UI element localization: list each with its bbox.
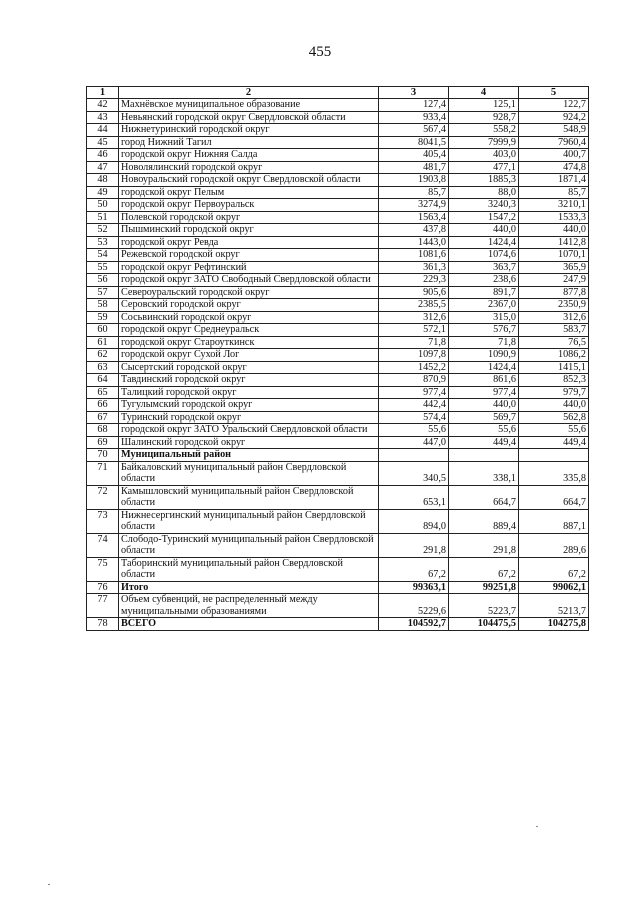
- table-row: [87, 374, 589, 387]
- row-value-col4: 1547,2: [449, 211, 519, 224]
- row-name: городской округ ЗАТО Уральский Свердловской области: [119, 424, 379, 437]
- row-number: 70: [87, 449, 119, 462]
- row-name: Новоуральский городской округ Свердловской области: [119, 174, 379, 187]
- row-name: Пышминский городской округ: [119, 224, 379, 237]
- column-header: 3: [379, 87, 449, 99]
- row-value-col4: 928,7: [449, 111, 519, 124]
- row-value-col3: [379, 449, 449, 462]
- table-row: [87, 411, 589, 424]
- row-value-col3: 481,7: [379, 161, 449, 174]
- row-value-col5: 312,6: [519, 311, 589, 324]
- row-name: Объем субвенций, не распределенный между муниципальными образованиями: [119, 594, 379, 618]
- row-value-col3: 99363,1: [379, 581, 449, 594]
- row-name: Талицкий городской округ: [119, 386, 379, 399]
- row-value-col5: 877,8: [519, 286, 589, 299]
- row-value-col5: 583,7: [519, 324, 589, 337]
- row-name: Нижнетуринский городской округ: [119, 124, 379, 137]
- row-number: 58: [87, 299, 119, 312]
- row-value-col4: 558,2: [449, 124, 519, 137]
- row-value-col3: 127,4: [379, 99, 449, 112]
- row-number: 75: [87, 557, 119, 581]
- row-value-col3: 1443,0: [379, 236, 449, 249]
- table-row: [87, 311, 589, 324]
- row-value-col4: 3240,3: [449, 199, 519, 212]
- row-value-col4: 1090,9: [449, 349, 519, 362]
- table-row: [87, 99, 589, 112]
- row-number: 48: [87, 174, 119, 187]
- row-value-col5: 664,7: [519, 485, 589, 509]
- row-value-col4: 1424,4: [449, 361, 519, 374]
- row-value-col3: 67,2: [379, 557, 449, 581]
- row-value-col5: 887,1: [519, 509, 589, 533]
- row-value-col4: 55,6: [449, 424, 519, 437]
- table-row: [87, 136, 589, 149]
- row-value-col3: 905,6: [379, 286, 449, 299]
- row-name: городской округ Первоуральск: [119, 199, 379, 212]
- table-row: [87, 286, 589, 299]
- row-value-col4: 403,0: [449, 149, 519, 162]
- row-value-col4: 664,7: [449, 485, 519, 509]
- row-value-col3: 447,0: [379, 436, 449, 449]
- row-value-col3: 229,3: [379, 274, 449, 287]
- row-value-col3: 870,9: [379, 374, 449, 387]
- row-number: 49: [87, 186, 119, 199]
- row-value-col5: 1070,1: [519, 249, 589, 262]
- row-name: Новолялинский городской округ: [119, 161, 379, 174]
- row-value-col4: 576,7: [449, 324, 519, 337]
- row-number: 51: [87, 211, 119, 224]
- row-value-col4: 71,8: [449, 336, 519, 349]
- row-value-col4: 338,1: [449, 461, 519, 485]
- row-number: 59: [87, 311, 119, 324]
- row-value-col4: 88,0: [449, 186, 519, 199]
- column-header: 5: [519, 87, 589, 99]
- row-value-col4: 67,2: [449, 557, 519, 581]
- row-name: городской округ Нижняя Салда: [119, 149, 379, 162]
- row-number: 69: [87, 436, 119, 449]
- row-value-col3: 55,6: [379, 424, 449, 437]
- row-name: Полевской городской округ: [119, 211, 379, 224]
- row-value-col4: 1885,3: [449, 174, 519, 187]
- table-row: [87, 236, 589, 249]
- row-name: городской округ Рефтинский: [119, 261, 379, 274]
- row-value-col4: 569,7: [449, 411, 519, 424]
- row-value-col5: [519, 449, 589, 462]
- row-number: 54: [87, 249, 119, 262]
- table-row: [87, 461, 589, 485]
- row-value-col4: 449,4: [449, 436, 519, 449]
- table-row: [87, 149, 589, 162]
- row-name: Шалинский городской округ: [119, 436, 379, 449]
- table-row: [87, 174, 589, 187]
- table-row: [87, 618, 589, 631]
- row-value-col3: 977,4: [379, 386, 449, 399]
- row-number: 55: [87, 261, 119, 274]
- row-value-col4: 889,4: [449, 509, 519, 533]
- row-value-col4: 861,6: [449, 374, 519, 387]
- row-value-col4: 5223,7: [449, 594, 519, 618]
- row-name: Режевской городской округ: [119, 249, 379, 262]
- row-number: 62: [87, 349, 119, 362]
- row-number: 61: [87, 336, 119, 349]
- row-number: 47: [87, 161, 119, 174]
- row-value-col4: 977,4: [449, 386, 519, 399]
- column-header: 4: [449, 87, 519, 99]
- row-value-col5: 400,7: [519, 149, 589, 162]
- row-value-col5: 5213,7: [519, 594, 589, 618]
- row-number: 71: [87, 461, 119, 485]
- table-row: [87, 399, 589, 412]
- row-value-col4: 1424,4: [449, 236, 519, 249]
- row-value-col5: 440,0: [519, 399, 589, 412]
- row-name: Сосьвинский городской округ: [119, 311, 379, 324]
- row-value-col5: 247,9: [519, 274, 589, 287]
- scan-speck: [536, 826, 538, 827]
- row-value-col5: 99062,1: [519, 581, 589, 594]
- row-name: Североуральский городской округ: [119, 286, 379, 299]
- row-number: 42: [87, 99, 119, 112]
- row-name: городской округ Среднеуральск: [119, 324, 379, 337]
- row-value-col4: 440,0: [449, 399, 519, 412]
- table-row: [87, 161, 589, 174]
- row-value-col5: 1533,3: [519, 211, 589, 224]
- row-value-col5: 1415,1: [519, 361, 589, 374]
- row-value-col4: 238,6: [449, 274, 519, 287]
- row-value-col3: 653,1: [379, 485, 449, 509]
- row-number: 76: [87, 581, 119, 594]
- row-value-col3: 1903,8: [379, 174, 449, 187]
- row-value-col5: 548,9: [519, 124, 589, 137]
- row-number: 46: [87, 149, 119, 162]
- table-row: [87, 349, 589, 362]
- table-row: [87, 336, 589, 349]
- row-value-col4: 104475,5: [449, 618, 519, 631]
- table-row: [87, 299, 589, 312]
- table-row: [87, 274, 589, 287]
- table-row: [87, 449, 589, 462]
- row-name: городской округ Ревда: [119, 236, 379, 249]
- row-name: Нижнесергинский муниципальный район Свердловской области: [119, 509, 379, 533]
- row-name: Тавдинский городской округ: [119, 374, 379, 387]
- row-number: 63: [87, 361, 119, 374]
- row-name: Таборинский муниципальный район Свердловской области: [119, 557, 379, 581]
- table-row: [87, 124, 589, 137]
- row-value-col5: 979,7: [519, 386, 589, 399]
- row-name: Итого: [119, 581, 379, 594]
- row-value-col4: 363,7: [449, 261, 519, 274]
- table-row: [87, 324, 589, 337]
- row-name: городской округ Пелым: [119, 186, 379, 199]
- row-value-col3: 1097,8: [379, 349, 449, 362]
- row-number: 72: [87, 485, 119, 509]
- row-name: ВСЕГО: [119, 618, 379, 631]
- row-value-col5: 85,7: [519, 186, 589, 199]
- row-value-col5: 924,2: [519, 111, 589, 124]
- row-value-col3: 405,4: [379, 149, 449, 162]
- table-row: [87, 199, 589, 212]
- row-name: городской округ Сухой Лог: [119, 349, 379, 362]
- row-number: 53: [87, 236, 119, 249]
- row-value-col3: 361,3: [379, 261, 449, 274]
- row-name: городской округ ЗАТО Свободный Свердловской области: [119, 274, 379, 287]
- row-value-col3: 312,6: [379, 311, 449, 324]
- row-name: Туринский городской округ: [119, 411, 379, 424]
- row-number: 44: [87, 124, 119, 137]
- row-value-col5: 7960,4: [519, 136, 589, 149]
- table-header-row: [87, 87, 589, 99]
- row-name: Серовский городской округ: [119, 299, 379, 312]
- column-header: 2: [119, 87, 379, 99]
- row-value-col5: 562,8: [519, 411, 589, 424]
- row-value-col5: 1086,2: [519, 349, 589, 362]
- row-value-col3: 1563,4: [379, 211, 449, 224]
- row-value-col3: 894,0: [379, 509, 449, 533]
- row-value-col4: 291,8: [449, 533, 519, 557]
- row-value-col5: 104275,8: [519, 618, 589, 631]
- row-number: 60: [87, 324, 119, 337]
- row-value-col3: 104592,7: [379, 618, 449, 631]
- row-value-col5: 55,6: [519, 424, 589, 437]
- column-header: 1: [87, 87, 119, 99]
- row-value-col3: 574,4: [379, 411, 449, 424]
- row-value-col4: 2367,0: [449, 299, 519, 312]
- row-name: город Нижний Тагил: [119, 136, 379, 149]
- row-number: 77: [87, 594, 119, 618]
- table-row: [87, 186, 589, 199]
- table-row: [87, 557, 589, 581]
- row-value-col5: 67,2: [519, 557, 589, 581]
- row-value-col3: 5229,6: [379, 594, 449, 618]
- row-value-col4: [449, 449, 519, 462]
- row-value-col3: 1452,2: [379, 361, 449, 374]
- row-value-col5: 122,7: [519, 99, 589, 112]
- row-number: 45: [87, 136, 119, 149]
- table-row: [87, 261, 589, 274]
- row-number: 65: [87, 386, 119, 399]
- row-name: Камышловский муниципальный район Свердловской области: [119, 485, 379, 509]
- row-number: 78: [87, 618, 119, 631]
- row-number: 68: [87, 424, 119, 437]
- row-value-col3: 567,4: [379, 124, 449, 137]
- row-value-col5: 365,9: [519, 261, 589, 274]
- row-value-col4: 477,1: [449, 161, 519, 174]
- row-name: городской округ Староуткинск: [119, 336, 379, 349]
- row-value-col5: 3210,1: [519, 199, 589, 212]
- row-number: 74: [87, 533, 119, 557]
- row-value-col3: 933,4: [379, 111, 449, 124]
- table-row: [87, 485, 589, 509]
- row-name: Тугулымский городской округ: [119, 399, 379, 412]
- row-number: 66: [87, 399, 119, 412]
- row-value-col3: 2385,5: [379, 299, 449, 312]
- row-value-col4: 1074,6: [449, 249, 519, 262]
- row-value-col3: 442,4: [379, 399, 449, 412]
- row-number: 56: [87, 274, 119, 287]
- page-number: 455: [308, 44, 332, 60]
- row-value-col3: 3274,9: [379, 199, 449, 212]
- row-value-col3: 572,1: [379, 324, 449, 337]
- row-value-col4: 891,7: [449, 286, 519, 299]
- row-name: Слободо-Туринский муниципальный район Свердловской области: [119, 533, 379, 557]
- row-name: Муниципальный район: [119, 449, 379, 462]
- row-value-col5: 289,6: [519, 533, 589, 557]
- row-value-col4: 99251,8: [449, 581, 519, 594]
- table-row: [87, 594, 589, 618]
- table-row: [87, 111, 589, 124]
- table-row: [87, 211, 589, 224]
- row-number: 57: [87, 286, 119, 299]
- table-row: [87, 581, 589, 594]
- row-value-col4: 315,0: [449, 311, 519, 324]
- table-row: [87, 249, 589, 262]
- row-value-col5: 76,5: [519, 336, 589, 349]
- row-name: Невьянский городской округ Свердловской области: [119, 111, 379, 124]
- table-row: [87, 424, 589, 437]
- row-value-col4: 440,0: [449, 224, 519, 237]
- row-value-col3: 85,7: [379, 186, 449, 199]
- row-value-col4: 7999,9: [449, 136, 519, 149]
- table-row: [87, 386, 589, 399]
- row-name: Сысертский городской округ: [119, 361, 379, 374]
- row-value-col5: 335,8: [519, 461, 589, 485]
- row-value-col5: 1412,8: [519, 236, 589, 249]
- row-number: 67: [87, 411, 119, 424]
- row-value-col3: 8041,5: [379, 136, 449, 149]
- row-value-col5: 449,4: [519, 436, 589, 449]
- row-name: Махнёвское муниципальное образование: [119, 99, 379, 112]
- row-number: 64: [87, 374, 119, 387]
- row-value-col4: 125,1: [449, 99, 519, 112]
- table-row: [87, 533, 589, 557]
- table-row: [87, 436, 589, 449]
- row-value-col5: 852,3: [519, 374, 589, 387]
- scan-speck: [48, 884, 50, 885]
- row-value-col5: 1871,4: [519, 174, 589, 187]
- row-name: Байкаловский муниципальный район Свердловской области: [119, 461, 379, 485]
- row-number: 50: [87, 199, 119, 212]
- row-value-col3: 437,8: [379, 224, 449, 237]
- row-value-col5: 2350,9: [519, 299, 589, 312]
- subvention-table: [86, 86, 589, 631]
- table-row: [87, 361, 589, 374]
- row-value-col3: 291,8: [379, 533, 449, 557]
- table-row: [87, 509, 589, 533]
- row-number: 52: [87, 224, 119, 237]
- row-number: 43: [87, 111, 119, 124]
- row-value-col5: 474,8: [519, 161, 589, 174]
- table-row: [87, 224, 589, 237]
- row-value-col3: 340,5: [379, 461, 449, 485]
- row-value-col3: 71,8: [379, 336, 449, 349]
- table-body: [87, 99, 589, 631]
- row-number: 73: [87, 509, 119, 533]
- row-value-col3: 1081,6: [379, 249, 449, 262]
- row-value-col5: 440,0: [519, 224, 589, 237]
